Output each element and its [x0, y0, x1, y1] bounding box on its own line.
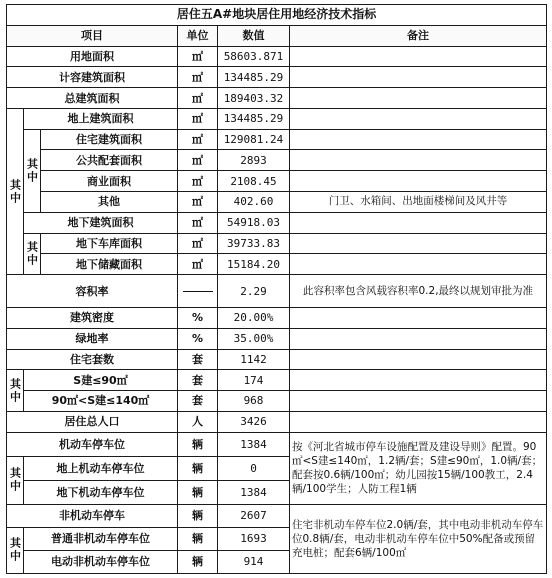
row-note	[290, 129, 547, 150]
row-value-land-area: 58603.871	[218, 46, 290, 67]
header-value: 数值	[218, 25, 290, 46]
row-label-far-area: 计容建筑面积	[7, 67, 178, 88]
row-label-underground-storage: 地下储藏面积	[41, 254, 178, 275]
row-unit: ㎡	[178, 233, 218, 254]
row-value-green-ratio: 35.00%	[218, 328, 290, 349]
row-note	[290, 328, 547, 349]
row-note	[290, 67, 547, 88]
row-value-electric-nonmotor: 914	[218, 550, 290, 573]
row-label-total-area: 总建筑面积	[7, 88, 178, 109]
row-note	[290, 254, 547, 275]
row-note	[290, 212, 547, 233]
group-label-area-breakdown: 其中	[7, 108, 24, 274]
row-unit: ㎡	[178, 150, 218, 171]
row-unit: 套	[178, 349, 218, 370]
row-unit: 辆	[178, 456, 218, 480]
tech-indicator-table	[6, 4, 547, 574]
row-unit: %	[178, 307, 218, 328]
row-note	[290, 391, 547, 412]
group-label-household-breakdown: 其中	[7, 370, 24, 412]
table-row	[7, 349, 547, 370]
row-value-public-support: 2893	[218, 150, 290, 171]
row-note-far: 此容积率包含风载容积率0.2,最终以规划审批为准	[290, 275, 547, 308]
row-unit: ㎡	[178, 129, 218, 150]
table-row	[7, 504, 547, 527]
row-value-commercial: 2108.45	[218, 171, 290, 192]
row-value-underground-storage: 15184.20	[218, 254, 290, 275]
row-label-residential: 住宅建筑面积	[41, 129, 178, 150]
row-value-far-area: 134485.29	[218, 67, 290, 88]
group-label-above-ground-breakdown: 其中	[24, 129, 41, 212]
row-label-green-ratio: 绿地率	[7, 328, 178, 349]
row-unit: 人	[178, 411, 218, 432]
row-label-density: 建筑密度	[7, 307, 178, 328]
row-label-underground-garage: 地下车库面积	[41, 233, 178, 254]
table-row	[7, 254, 547, 275]
row-value-mid-units: 968	[218, 391, 290, 412]
note-nonmotor-rule: 住宅非机动车停车位2.0辆/套，其中电动非机动车停车位0.8辆/套，电动非机动车停车位中50%配备或预留充电桩；配套6辆/100㎡	[290, 504, 547, 573]
row-note	[290, 349, 547, 370]
row-value-population: 3426	[218, 411, 290, 432]
row-unit: ㎡	[178, 171, 218, 192]
table-row	[7, 432, 547, 456]
table-row	[7, 129, 547, 150]
table-row	[7, 67, 547, 88]
table-row	[7, 88, 547, 109]
table-row	[7, 233, 547, 254]
group-label-motor-parking-breakdown: 其中	[7, 456, 24, 504]
row-unit: %	[178, 328, 218, 349]
table-row	[7, 192, 547, 213]
row-note	[290, 171, 547, 192]
row-value-underground-garage: 39733.83	[218, 233, 290, 254]
row-unit: 辆	[178, 504, 218, 527]
row-value-nonmotor-parking: 2607	[218, 504, 290, 527]
row-unit: 套	[178, 370, 218, 391]
row-label-households: 住宅套数	[7, 349, 178, 370]
row-note	[290, 46, 547, 67]
row-value-households: 1142	[218, 349, 290, 370]
row-note	[290, 150, 547, 171]
row-unit: ㎡	[178, 67, 218, 88]
row-label-others: 其他	[41, 192, 178, 213]
row-unit: ㎡	[178, 88, 218, 109]
row-label-small-units: S建≤90㎡	[24, 370, 178, 391]
row-unit: 辆	[178, 480, 218, 504]
table-title: 居住五A#地块居住用地经济技术指标	[7, 5, 547, 26]
row-label-under-motor-parking: 地下机动车停车位	[24, 480, 178, 504]
table-row	[7, 411, 547, 432]
row-label-population: 居住总人口	[7, 411, 178, 432]
row-value-motor-parking: 1384	[218, 432, 290, 456]
row-note	[290, 88, 547, 109]
row-label-underground: 地下建筑面积	[24, 212, 178, 233]
table-row	[7, 307, 547, 328]
row-value-far: 2.29	[218, 275, 290, 308]
group-label-nonmotor-breakdown: 其中	[7, 527, 24, 573]
table-row	[7, 171, 547, 192]
row-value-residential: 129081.24	[218, 129, 290, 150]
table-row	[7, 370, 547, 391]
row-label-public-support: 公共配套面积	[41, 150, 178, 171]
row-value-small-units: 174	[218, 370, 290, 391]
row-value-under-motor-parking: 1384	[218, 480, 290, 504]
row-label-above-motor-parking: 地上机动车停车位	[24, 456, 178, 480]
row-unit: ㎡	[178, 212, 218, 233]
row-value-underground: 54918.03	[218, 212, 290, 233]
row-value-others: 402.60	[218, 192, 290, 213]
row-note	[290, 307, 547, 328]
row-unit-dash	[178, 275, 218, 308]
row-unit: ㎡	[178, 46, 218, 67]
row-value-total-area: 189403.32	[218, 88, 290, 109]
row-note-others: 门卫、水箱间、出地面楼梯间及风井等	[290, 192, 547, 213]
table-row	[7, 108, 547, 129]
table-row	[7, 275, 547, 308]
row-note	[290, 108, 547, 129]
row-value-above-motor-parking: 0	[218, 456, 290, 480]
row-unit: 套	[178, 391, 218, 412]
row-label-above-ground: 地上建筑面积	[24, 108, 178, 129]
header-row	[7, 25, 547, 46]
row-note	[290, 233, 547, 254]
table-row	[7, 212, 547, 233]
row-label-motor-parking: 机动车停车位	[7, 432, 178, 456]
row-label-mid-units: 90㎡<S建≤140㎡	[24, 391, 178, 412]
row-unit: 辆	[178, 527, 218, 550]
row-label-commercial: 商业面积	[41, 171, 178, 192]
row-label-nonmotor-parking: 非机动车停车	[7, 504, 178, 527]
table-row	[7, 46, 547, 67]
row-value-density: 20.00%	[218, 307, 290, 328]
row-label-normal-nonmotor: 普通非机动车停车位	[24, 527, 178, 550]
row-unit: ㎡	[178, 254, 218, 275]
dash-mark	[183, 291, 213, 292]
row-unit: ㎡	[178, 192, 218, 213]
row-note	[290, 370, 547, 391]
table-row	[7, 391, 547, 412]
row-unit: 辆	[178, 550, 218, 573]
row-label-far: 容积率	[7, 275, 178, 308]
row-value-above-ground: 134485.29	[218, 108, 290, 129]
group-label-underground-breakdown: 其中	[24, 233, 41, 275]
row-value-normal-nonmotor: 1693	[218, 527, 290, 550]
header-note: 备注	[290, 25, 547, 46]
row-note	[290, 411, 547, 432]
header-item: 项目	[7, 25, 178, 46]
row-label-electric-nonmotor: 电动非机动车停车位	[24, 550, 178, 573]
row-unit: ㎡	[178, 108, 218, 129]
table-row	[7, 150, 547, 171]
note-parking-rule: 按《河北省城市停车设施配置及建设导则》配置。90㎡<S建≤140㎡，1.2辆/套；S建≤90㎡，1.0辆/套；配套按0.6辆/100㎡；幼儿园按15辆/100教工，2.4辆/100学生；人防工程1辆	[290, 432, 547, 504]
table-row	[7, 328, 547, 349]
row-label-land-area: 用地面积	[7, 46, 178, 67]
header-unit: 单位	[178, 25, 218, 46]
title-row	[7, 5, 547, 26]
row-unit: 辆	[178, 432, 218, 456]
